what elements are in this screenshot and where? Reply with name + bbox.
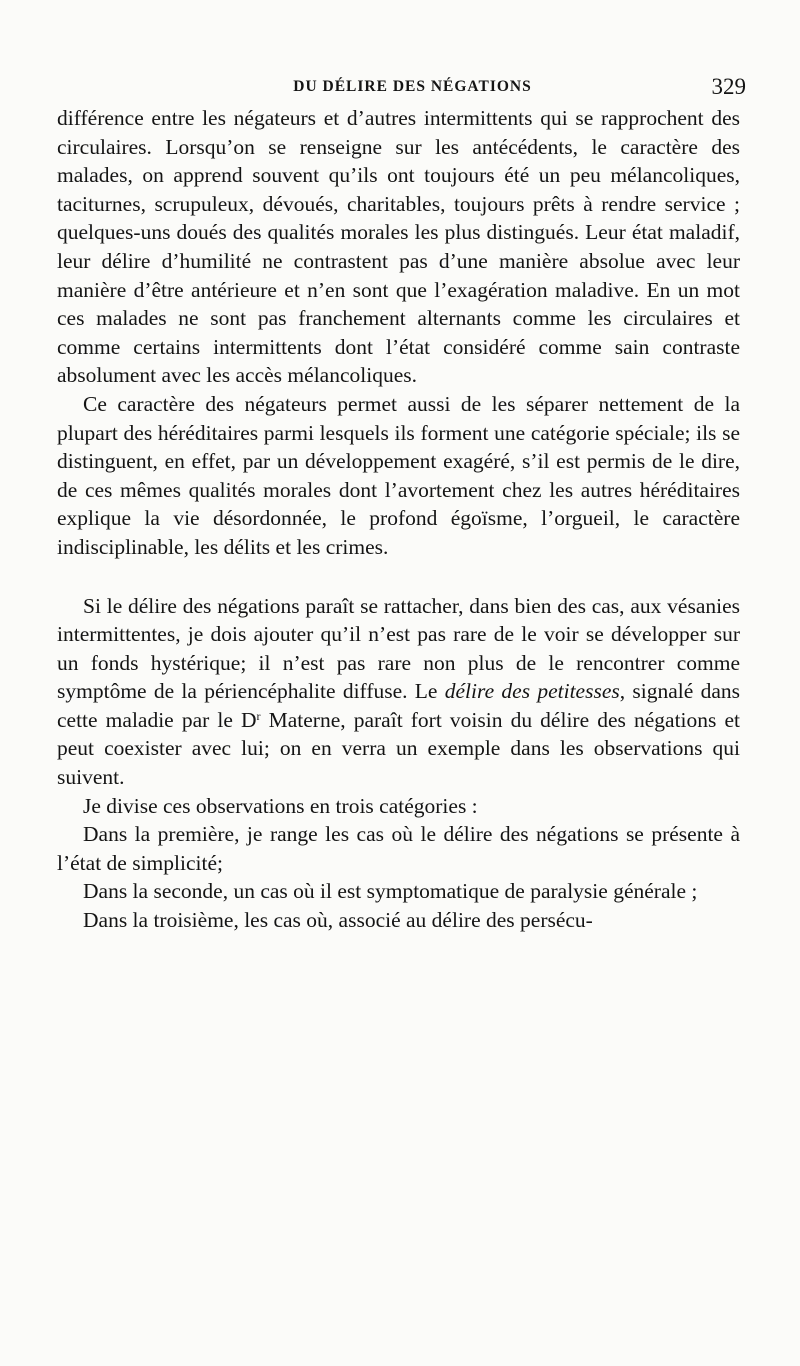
paragraph-3-text-b: , signalé dans cette maladie par le D <box>57 679 740 732</box>
page-number: 329 <box>711 74 746 99</box>
paragraph-3-text-a: Si le délire des négations paraît se rattacher, dans bien des cas, aux vésanies intermittentes, je dois ajouter qu’il n’est pas rare de le voir se développer sur un fonds hystérique; il n’est pas rare non plus de le rencontrer comme symptôme de la périencéphalite diffuse. Le <box>57 593 740 704</box>
doctor-superscript: r <box>256 708 261 723</box>
running-title: DU DÉLIRE DES NÉGATIONS <box>293 78 532 95</box>
paragraph-2: Ce caractère des négateurs permet aussi de les séparer nettement de la plupart des héréditaires parmi lesquels ils forment une catégorie spéciale; ils se distinguent, en effet, par un développement exagéré, s’il est permis de le dire, de ces mêmes qualités morales dont l’avortement chez les autres héréditaires explique la vie désordonnée, le profond égoïsme, l’orgueil, le caractère indisciplinable, les délits et les crimes. <box>57 391 740 559</box>
paragraph-4: Je divise ces observations en trois catégories : <box>83 793 478 818</box>
paragraph-1: différence entre les négateurs et d’autres intermittents qui se rapprochent des circulaires. Lorsqu’on se renseigne sur les antécédents, le caractère des malades, on apprend souvent qu’ils ont toujours été un peu mélancoliques, taciturnes, scrupuleux, dévoués, charitables, toujours prêts à rendre service ; quelques-uns doués des qualités morales les plus distingués. Leur état maladif, leur délire d’humilité ne contrastent pas d’une manière absolue avec leur manière d’être antérieure et n’en sont que l’exagération maladive. En un mot ces malades ne sont pas franchement alternants comme les circulaires et comme certains intermittents dont l’état considéré comme sain contraste absolument avec les accès mélancoliques. <box>57 106 740 388</box>
paragraph-5: Dans la première, je range les cas où le délire des négations se présente à l’état de simplicité; <box>57 822 740 875</box>
body-text <box>57 104 740 935</box>
paragraph-3 <box>57 592 740 792</box>
paragraph-3-text-c: Materne, paraît fort voisin du délire des négations et peut coexister avec lui; on en verra un exemple dans les observations qui suivent. <box>57 707 740 790</box>
italic-term: délire des petitesses <box>444 679 620 704</box>
paragraph-7: Dans la troisième, les cas où, associé au délire des persécu- <box>83 908 593 933</box>
page-header <box>57 70 746 104</box>
paragraph-6: Dans la seconde, un cas où il est symptomatique de paralysie générale ; <box>83 879 698 904</box>
